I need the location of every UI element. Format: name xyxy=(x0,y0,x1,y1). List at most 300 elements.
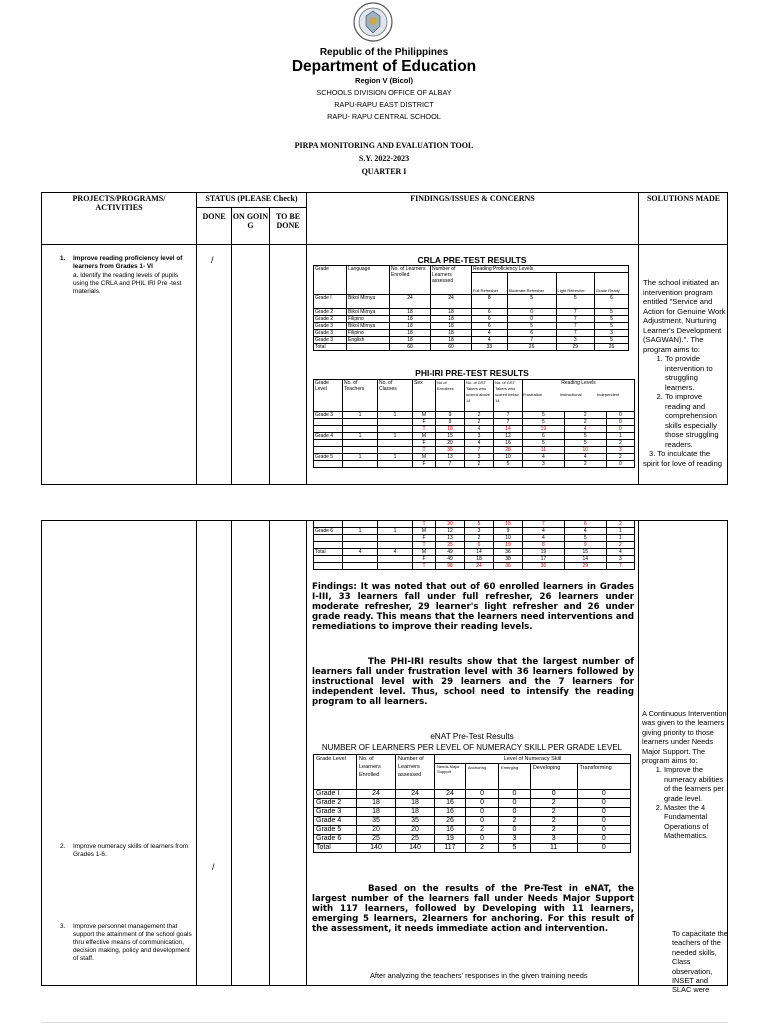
phi-cell xyxy=(378,426,413,433)
crla-cell: 4 xyxy=(472,330,508,337)
col-done: DONE xyxy=(202,212,226,221)
phi-cell: T xyxy=(413,521,436,528)
division-line: SCHOOLS DIVISION OFFICE OF ALBAY xyxy=(316,88,452,97)
project-1 xyxy=(60,255,192,296)
district-line: RAPU-RAPU EAST DISTRICT xyxy=(334,100,434,109)
findings-phiiri: The PHI-IRI results show that the largest number of learners fall under frustration level with 36 learners followed by instructional level with 29 learners and the 7 learners for independent level. Thus, school need to intensify the reading program to all learners. xyxy=(312,657,634,707)
enat-cell: Grade 4 xyxy=(314,817,357,826)
enat-lv-0: Needs Major Support xyxy=(435,764,466,790)
phi-cell: 10 xyxy=(494,535,523,542)
phi-cell: F xyxy=(413,556,436,563)
enat-cell: 2 xyxy=(466,844,499,853)
crla-lv-2: Light Refresher xyxy=(556,273,594,295)
enat-cell: 16 xyxy=(435,826,466,835)
crla-cell: 18 xyxy=(431,309,472,316)
solution-2 xyxy=(642,709,728,841)
phi-cell: Grade 3 xyxy=(314,412,343,419)
phi-cell xyxy=(314,563,343,570)
crla-cell: 24 xyxy=(431,295,472,309)
enat-cell: 19 xyxy=(435,835,466,844)
phi-cell: 9 xyxy=(436,419,465,426)
phi-cell: 5 xyxy=(564,535,606,542)
crla-cell: 7 xyxy=(556,330,594,337)
phi-cell: 4 xyxy=(564,426,606,433)
phi-cell: F xyxy=(413,535,436,542)
crla-cell: 18 xyxy=(390,323,431,330)
phi-h-0: Grade Level xyxy=(314,380,343,412)
enat-h-assessed: Number of Learners assessed xyxy=(396,755,435,790)
phi-cell: 7 xyxy=(494,412,523,419)
enat-cell: 3 xyxy=(530,835,577,844)
phi-cell: 5 xyxy=(564,440,606,447)
crla-cell: Grade 3 xyxy=(314,330,347,337)
phi-cell xyxy=(343,440,378,447)
enat-cell: 2 xyxy=(530,826,577,835)
phi-cell: 5 xyxy=(564,433,606,440)
phi-cell: 4 xyxy=(523,535,565,542)
col-projects: PROJECTS/PROGRAMS/ ACTIVITIES xyxy=(72,194,166,212)
project-2-check: / xyxy=(212,862,215,872)
enat-cell: 16 xyxy=(435,799,466,808)
phi-cell: 3 xyxy=(465,528,494,535)
phi-cell: 12 xyxy=(494,433,523,440)
solution-1-intro: The school initiated an intervention program entitled "Service and Action for Genuine Work Adjustment, Nurturing Learner's Development (SAGWAN).". The program aims to: xyxy=(643,278,726,354)
col-ongoing: ON GOIN G xyxy=(232,212,269,230)
phi-cell: 4 xyxy=(523,528,565,535)
phi-cell: 2 xyxy=(564,419,606,426)
crla-cell: Grade 2 xyxy=(314,309,347,316)
enat-lv-4: Transforming xyxy=(577,764,630,790)
crla-cell: 6 xyxy=(472,316,508,323)
solution-1 xyxy=(643,278,727,468)
phi-cell: 36 xyxy=(494,549,523,556)
enat-h-levels: Level of Numeracy Skill xyxy=(435,755,631,764)
phi-lv-2: Independent xyxy=(597,392,620,397)
phi-cell: F xyxy=(413,440,436,447)
crla-title: CRLA PRE-TEST RESULTS xyxy=(417,255,527,265)
phi-cell: 2 xyxy=(606,542,634,549)
phi-cell: 0 xyxy=(606,426,634,433)
enat-cell: 18 xyxy=(396,808,435,817)
phi-cell: 49 xyxy=(436,556,465,563)
enat-cell: 2 xyxy=(530,817,577,826)
enat-lv-2: Emerging xyxy=(499,764,531,790)
enat-h-grade: Grade Level xyxy=(314,755,357,790)
phi-cell: 13 xyxy=(436,535,465,542)
phi-cell: 2 xyxy=(564,412,606,419)
phi-cell xyxy=(343,521,378,528)
quarter: QUARTER I xyxy=(361,167,407,176)
crla-cell: 5 xyxy=(556,295,594,309)
phi-cell: 12 xyxy=(436,528,465,535)
project-1-sub: a. Identify the reading levels of pupils using the CRLA and PHIL IRI Pre -test materials. xyxy=(73,272,182,295)
crla-h-assessed: Number of Learners assessed xyxy=(431,266,472,295)
enat-cell: 35 xyxy=(396,817,435,826)
enat-cell: 18 xyxy=(396,799,435,808)
enat-cell: 0 xyxy=(466,808,499,817)
project-1-check: / xyxy=(211,255,214,265)
project-1-title: Improve reading proficiency level of learners from Grades 1- VI xyxy=(73,255,183,270)
phiiri-title: PHI-IRI PRE-TEST RESULTS xyxy=(415,368,529,378)
phi-cell: 1 xyxy=(606,535,634,542)
enat-cell: 0 xyxy=(466,835,499,844)
phi-cell xyxy=(314,556,343,563)
phi-lv-1: Instructional xyxy=(560,392,582,397)
crla-cell: Grade I xyxy=(314,295,347,309)
phi-cell xyxy=(314,521,343,528)
phi-cell: 98 xyxy=(436,563,465,570)
phi-cell xyxy=(378,535,413,542)
enat-cell: 0 xyxy=(499,826,531,835)
crla-cell: Grade 3 xyxy=(314,337,347,344)
deped-seal xyxy=(353,2,393,42)
phi-h-3: Sex xyxy=(413,380,436,412)
crla-cell: 7 xyxy=(556,323,594,330)
project-3-title: Improve personnel management that support the attainment of the school goals thru effective means of communication, decision making, policy and development of staff. xyxy=(73,923,192,962)
enat-table xyxy=(313,754,631,853)
crla-cell: 5 xyxy=(507,295,556,309)
crla-cell: 24 xyxy=(390,295,431,309)
phi-h-1: No. of Teachers xyxy=(343,380,378,412)
crla-cell: 18 xyxy=(431,330,472,337)
phi-cell xyxy=(378,542,413,549)
crla-cell: Filipino xyxy=(347,316,390,323)
enat-cell: 2 xyxy=(466,826,499,835)
phi-cell xyxy=(378,563,413,570)
enat-cell: 0 xyxy=(466,799,499,808)
crla-cell: 18 xyxy=(431,316,472,323)
findings-crla: Findings: It was noted that out of 60 enrolled learners in Grades I-III, 33 learners fall under full refresher, 26 learners under moderate refresher, 29 learner's light refresher and 26 under grade ready. This means that the learners need interventions and remediations to improve their reading levels. xyxy=(312,582,634,632)
phi-h-4: No of Enrollees xyxy=(436,380,465,412)
phi-lv-0: Frustration xyxy=(523,392,543,397)
crla-h-levels: Reading Proficiency Levels xyxy=(472,266,629,273)
phi-cell: 28 xyxy=(494,447,523,454)
phi-cell: T xyxy=(413,563,436,570)
phi-cell: 10 xyxy=(494,454,523,461)
phi-cell: 7 xyxy=(436,461,465,468)
enat-cell: 2 xyxy=(530,799,577,808)
phi-cell xyxy=(378,447,413,454)
phi-cell: 15 xyxy=(564,549,606,556)
enat-cell: 3 xyxy=(499,835,531,844)
phi-cell: 5 xyxy=(523,419,565,426)
phi-cell: 2 xyxy=(465,412,494,419)
region-line: Region V (Bicol) xyxy=(355,76,413,85)
phi-cell xyxy=(378,440,413,447)
project-1-num: 1. xyxy=(60,255,66,262)
crla-cell: Bikol Mirnya xyxy=(347,295,390,309)
phi-cell: 7 xyxy=(523,521,565,528)
phi-cell xyxy=(343,426,378,433)
phi-cell: 3 xyxy=(606,556,634,563)
phi-cell xyxy=(343,535,378,542)
enat-cell: 25 xyxy=(396,835,435,844)
tool-title: PIRPA MONITORING AND EVALUATION TOOL xyxy=(294,141,474,150)
phi-cell: 4 xyxy=(606,549,634,556)
crla-cell: 26 xyxy=(595,344,629,351)
enat-cell: 20 xyxy=(357,826,396,835)
phi-cell: M xyxy=(413,549,436,556)
phi-cell xyxy=(343,419,378,426)
phi-cell xyxy=(378,556,413,563)
crla-cell: Bikol Mirnya xyxy=(347,323,390,330)
phi-cell: 19 xyxy=(523,549,565,556)
phi-cell xyxy=(343,447,378,454)
col-status: STATUS (PLEASE Check) xyxy=(205,194,298,203)
phi-cell: Grade 6 xyxy=(314,528,343,535)
crla-cell: 7 xyxy=(556,316,594,323)
phi-cell: 4 xyxy=(564,528,606,535)
phi-cell: 1 xyxy=(343,528,378,535)
crla-cell: 3 xyxy=(556,337,594,344)
phi-cell: M xyxy=(413,412,436,419)
project-2-title: Improve numeracy skills of learners from Grades 1-6. xyxy=(73,843,189,858)
crla-cell: Grade 2 xyxy=(314,316,347,323)
enat-subtitle: NUMBER OF LEARNERS PER LEVEL OF NUMERACY SKILL PER GRADE LEVEL xyxy=(321,743,623,752)
phi-cell: 15 xyxy=(436,433,465,440)
phi-cell xyxy=(314,461,343,468)
enat-cell: 0 xyxy=(499,808,531,817)
crla-cell: 6 xyxy=(472,309,508,316)
phi-cell: T xyxy=(413,426,436,433)
phi-cell: 4 xyxy=(465,440,494,447)
phi-cell: 5 xyxy=(494,461,523,468)
crla-cell: 6 xyxy=(507,330,556,337)
phi-cell: 13 xyxy=(436,454,465,461)
project-3 xyxy=(60,923,194,963)
solution-2-intro: A Continuous Intervention was given to the learners giving priority to those learners under Needs Major Support. The program aims to: xyxy=(642,709,727,766)
phi-cell xyxy=(343,556,378,563)
crla-h-enrolled: No. of Learners Enrolled xyxy=(390,266,431,295)
phi-cell: 4 xyxy=(343,549,378,556)
phi-cell: 4 xyxy=(564,454,606,461)
project-2-num: 2. xyxy=(60,843,66,850)
phi-h-5: No. of GST Takers who scored above 14 xyxy=(465,380,494,412)
phi-cell xyxy=(378,461,413,468)
crla-cell: 3 xyxy=(595,330,629,337)
phi-cell xyxy=(314,542,343,549)
col-solutions: SOLUTIONS MADE xyxy=(646,194,721,203)
phi-cell: 2 xyxy=(465,535,494,542)
page-divider xyxy=(41,1022,728,1023)
enat-cell: 24 xyxy=(435,790,466,799)
phi-cell: 16 xyxy=(494,440,523,447)
crla-cell: 6 xyxy=(595,295,629,309)
phi-cell: 19 xyxy=(494,542,523,549)
enat-cell: 35 xyxy=(357,817,396,826)
crla-cell: 18 xyxy=(431,323,472,330)
crla-cell: Total xyxy=(314,344,347,351)
findings-enat: Based on the results of the Pre-Test in eNAT, the largest number of the learners fall under Needs Major Support with 117 learners, followed by Developing with 11 learners, emerging 5 learners, 2learners for anchoring. For this result of the assessment, it needs immediate action and intervention. xyxy=(312,884,634,934)
phi-cell: 1 xyxy=(378,412,413,419)
enat-lv-1: Anchoring xyxy=(466,764,499,790)
crla-cell: 7 xyxy=(556,309,594,316)
phi-cell: 2 xyxy=(606,440,634,447)
phi-cell: 49 xyxy=(436,549,465,556)
phi-cell xyxy=(314,447,343,454)
crla-cell: 5 xyxy=(507,323,556,330)
col-findings: FINDINGS/ISSUES & CONCERNS xyxy=(410,194,535,203)
phi-cell: 6 xyxy=(564,521,606,528)
phi-cell: 0 xyxy=(606,412,634,419)
phiiri-table-cont xyxy=(313,520,635,570)
enat-cell: 0 xyxy=(577,808,630,817)
crla-cell: 5 xyxy=(595,337,629,344)
phi-cell: 17 xyxy=(523,556,565,563)
phi-cell: 4 xyxy=(378,549,413,556)
phi-cell: 20 xyxy=(436,521,465,528)
phi-cell: M xyxy=(413,433,436,440)
phi-cell: 14 xyxy=(494,426,523,433)
enat-cell: 0 xyxy=(530,790,577,799)
phi-cell: 18 xyxy=(436,426,465,433)
enat-cell: 2 xyxy=(499,817,531,826)
crla-h-grade: Grade xyxy=(314,266,347,295)
phi-cell: 19 xyxy=(523,426,565,433)
crla-cell: Filipino xyxy=(347,330,390,337)
crla-cell: 26 xyxy=(507,344,556,351)
enat-cell: 26 xyxy=(435,817,466,826)
enat-cell: 0 xyxy=(466,817,499,826)
school-year: S.Y. 2022-2023 xyxy=(358,154,410,163)
crla-cell: 18 xyxy=(390,316,431,323)
solution-1-item: 2. To improve reading and comprehension skills especially those struggling readers. xyxy=(665,392,727,449)
phi-cell: 1 xyxy=(343,454,378,461)
enat-cell: 18 xyxy=(357,808,396,817)
crla-lv-1: Moderate Refresher xyxy=(507,273,556,295)
phi-cell: 35 xyxy=(436,447,465,454)
phi-cell: Grade 4 xyxy=(314,433,343,440)
enat-cell: 24 xyxy=(396,790,435,799)
phi-cell: 14 xyxy=(564,556,606,563)
phi-h-2: No. of Classes xyxy=(378,380,413,412)
crla-cell: 0 xyxy=(507,309,556,316)
enat-cell: 0 xyxy=(577,826,630,835)
phi-cell: 36 xyxy=(523,563,565,570)
phi-cell xyxy=(378,419,413,426)
crla-cell: 5 xyxy=(595,309,629,316)
enat-cell: 25 xyxy=(357,835,396,844)
phi-cell: 3 xyxy=(465,454,494,461)
phi-cell: 25 xyxy=(436,542,465,549)
crla-cell: 4 xyxy=(472,337,508,344)
crla-cell: 29 xyxy=(556,344,594,351)
phi-cell: F xyxy=(413,461,436,468)
phi-cell xyxy=(314,419,343,426)
phi-cell: 29 xyxy=(564,563,606,570)
solution-3: To capacitate the teachers of the needed skills, Class observation, INSET and SLAC were xyxy=(672,929,728,995)
crla-cell: 7 xyxy=(507,337,556,344)
phi-cell: T xyxy=(413,447,436,454)
republic-line: Republic of the Philippines xyxy=(319,47,449,58)
phi-cell: 4 xyxy=(523,454,565,461)
phi-cell: 5 xyxy=(465,521,494,528)
phi-cell: 20 xyxy=(436,440,465,447)
phi-cell: 7 xyxy=(494,419,523,426)
phi-cell: 2 xyxy=(465,419,494,426)
enat-cell: 16 xyxy=(435,808,466,817)
crla-cell: 6 xyxy=(472,323,508,330)
enat-cell: 0 xyxy=(577,799,630,808)
phiiri-table xyxy=(313,379,635,468)
phi-cell: 3 xyxy=(465,433,494,440)
phi-cell xyxy=(343,542,378,549)
crla-cell xyxy=(347,344,390,351)
phi-cell: 8 xyxy=(523,542,565,549)
crla-cell: 5 xyxy=(595,323,629,330)
enat-cell: 0 xyxy=(577,817,630,826)
phi-cell: 7 xyxy=(606,563,634,570)
enat-cell: Grade I xyxy=(314,790,357,799)
enat-cell: 0 xyxy=(577,835,630,844)
phi-cell xyxy=(378,521,413,528)
enat-cell: Total xyxy=(314,844,357,853)
phi-cell: F xyxy=(413,419,436,426)
phi-cell: 5 xyxy=(523,412,565,419)
phi-cell: T xyxy=(413,542,436,549)
crla-table xyxy=(313,265,629,351)
enat-cell: Grade 6 xyxy=(314,835,357,844)
phi-cell: 0 xyxy=(606,461,634,468)
enat-h-enrolled: No. of Learners Enrolled xyxy=(357,755,396,790)
phi-cell: M xyxy=(413,454,436,461)
crla-cell: 18 xyxy=(390,337,431,344)
crla-h-language: Language xyxy=(347,266,390,295)
enat-cell: 0 xyxy=(499,790,531,799)
crla-cell: 60 xyxy=(390,344,431,351)
phi-cell xyxy=(343,461,378,468)
enat-cell: 2 xyxy=(530,808,577,817)
enat-cell: 0 xyxy=(466,790,499,799)
school-line: RAPU- RAPU CENTRAL SCHOOL xyxy=(327,112,441,121)
phi-cell: 18 xyxy=(465,556,494,563)
enat-cell: 117 xyxy=(435,844,466,853)
phi-h-7: Reading Levels xyxy=(561,380,596,386)
findings-training: After analyzing the teachers' responses in the given training needs xyxy=(370,971,588,980)
enat-cell: Grade 3 xyxy=(314,808,357,817)
crla-cell: 0 xyxy=(507,316,556,323)
enat-cell: 24 xyxy=(357,790,396,799)
solution-2-item: 2. Master the 4 Fundamental Operations of Mathematics. xyxy=(664,803,728,841)
enat-cell: 18 xyxy=(357,799,396,808)
phi-cell: 1 xyxy=(343,433,378,440)
crla-cell: 8 xyxy=(472,295,508,309)
crla-cell: 18 xyxy=(390,309,431,316)
col-tobedone: TO BE DONE xyxy=(275,212,301,230)
crla-cell: 33 xyxy=(472,344,508,351)
enat-lv-3: Developing xyxy=(530,764,577,790)
phi-cell: 0 xyxy=(606,419,634,426)
phi-cell: 9 xyxy=(436,412,465,419)
phi-cell: 4 xyxy=(465,426,494,433)
phi-cell: Total xyxy=(314,549,343,556)
phi-cell: Grade 5 xyxy=(314,454,343,461)
phi-cell: 6 xyxy=(465,542,494,549)
phi-cell: M xyxy=(413,528,436,535)
crla-cell: Grade 3 xyxy=(314,323,347,330)
phi-h-6: No. of GST Takers who scored below 14 xyxy=(494,380,523,412)
solution-1-item: 1. To provide intervention to struggling learners. xyxy=(665,354,727,392)
phi-cell: 2 xyxy=(465,461,494,468)
phi-cell: 2 xyxy=(606,521,634,528)
crla-cell: 5 xyxy=(595,316,629,323)
solution-1-item3: 3. To inculcate the spirit for love of reading xyxy=(643,449,722,468)
phi-cell: 1 xyxy=(378,528,413,535)
crla-cell: Bikol Mirnya xyxy=(347,309,390,316)
project-2 xyxy=(60,843,192,859)
crla-cell: English xyxy=(347,337,390,344)
phi-cell: 9 xyxy=(564,542,606,549)
